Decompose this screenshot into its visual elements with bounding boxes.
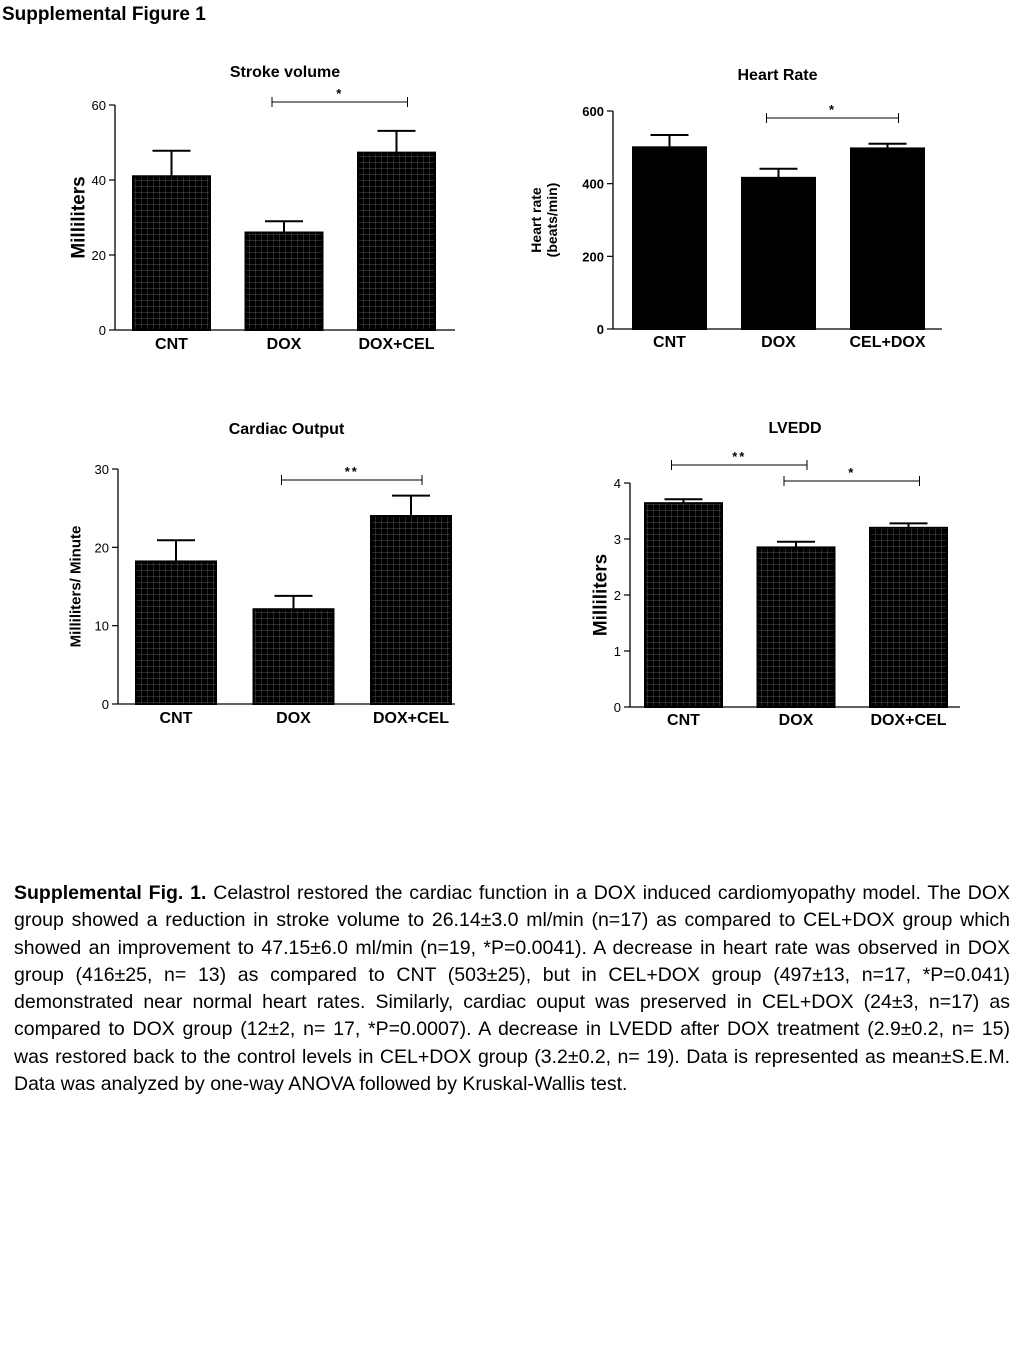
y-tick-label: 400: [582, 176, 604, 192]
chart-title: Stroke volume: [229, 64, 341, 81]
x-category-label: CNT: [155, 336, 188, 353]
x-category-label: DOX+CEL: [372, 710, 450, 727]
significance-label: *: [828, 102, 837, 117]
y-tick-label: 200: [582, 249, 604, 265]
y-tick-label: 30: [94, 462, 109, 477]
y-tick-label: 10: [94, 618, 109, 634]
y-axis-label: Milliliters: [590, 553, 612, 637]
bar-dox: [246, 233, 323, 331]
bar-dox-cel: [358, 153, 435, 330]
significance-label: **: [732, 449, 747, 464]
bar-dox: [758, 547, 835, 707]
caption-body: Celastrol restored the cardiac function in a DOX induced cardiomyopathy model. The DOX group showed a reduction in stroke volume to 26.14±3.0 ml/min (n=17) as compared to CEL+DOX group which showed an improvement to 47.15±6.0 ml/min (n=19, *P=0.0041). A decrease in heart rate was observed in DOX group (416±25, n= 13) as compared to CNT (503±25), but in CEL+DOX group (497±13, n=17, *P=0.041) demonstrated near normal heart rates. Similarly, cardiac ouput was preserved in CEL+DOX (24±3, n=17) as compared to DOX group (12±2, n= 17, *P=0.0007). A decrease in LVEDD after DOX treatment (2.9±0.2, n= 15) was restored back to the control levels in CEL+DOX group (3.2±0.2, n= 19). Data is represented as mean±S.E.M. Data was analyzed by one-way ANOVA followed by Kruskal-Wallis test.: [14, 882, 1011, 1096]
y-tick-label: 60: [91, 98, 106, 113]
x-category-label: CNT: [653, 334, 686, 351]
figure-title: Supplemental Figure 1: [2, 4, 206, 25]
y-tick-label: 0: [101, 697, 109, 712]
y-tick-label: 0: [613, 700, 621, 715]
x-category-label: DOX+CEL: [358, 336, 435, 353]
bar-cnt: [133, 176, 210, 330]
bar-dox: [254, 609, 334, 704]
significance-label: *: [848, 465, 856, 480]
heart-rate-chart: [520, 60, 980, 365]
bar-cnt: [645, 503, 722, 707]
x-category-label: CNT: [667, 712, 700, 729]
x-category-label: DOX: [761, 334, 796, 351]
x-category-label: DOX: [266, 336, 302, 353]
caption-lead: Supplemental Fig. 1.: [14, 882, 207, 904]
chart-title: Cardiac Output: [228, 421, 345, 438]
significance-label: **: [344, 464, 359, 479]
y-tick-label: 40: [91, 173, 106, 188]
lvedd-chart: [570, 415, 990, 735]
y-axis-label: Milliliters/ Minute: [67, 525, 85, 648]
figure-caption: [14, 880, 1010, 1098]
cardiac-output-chart: [40, 415, 480, 735]
y-tick-label: 4: [613, 476, 621, 491]
y-tick-label: 600: [582, 104, 604, 119]
x-category-label: DOX: [778, 712, 814, 729]
x-category-label: CEL+DOX: [849, 334, 926, 351]
x-category-label: DOX+CEL: [870, 712, 947, 729]
y-tick-label: 0: [596, 322, 604, 337]
y-tick-label: 0: [98, 323, 106, 338]
stroke-volume-chart: [40, 55, 480, 365]
bar-dox-cel: [870, 528, 947, 707]
y-axis-label: Heart rate(beats/min): [527, 182, 560, 258]
bar-cnt: [136, 561, 216, 704]
y-tick-label: 1: [613, 644, 621, 659]
y-tick-label: 3: [613, 532, 621, 547]
chart-title: LVEDD: [768, 420, 822, 437]
bar-cel-dox: [851, 148, 924, 329]
y-axis-label: Milliliters: [68, 176, 90, 259]
y-tick-label: 2: [613, 588, 621, 603]
y-tick-label: 20: [91, 248, 106, 263]
bar-cnt: [633, 147, 706, 329]
x-category-label: CNT: [159, 710, 193, 727]
bar-dox-cel: [371, 516, 451, 704]
bar-dox: [742, 178, 815, 329]
significance-label: *: [336, 86, 344, 101]
chart-title: Heart Rate: [737, 67, 818, 84]
x-category-label: DOX: [276, 710, 311, 727]
y-tick-label: 20: [94, 540, 109, 556]
